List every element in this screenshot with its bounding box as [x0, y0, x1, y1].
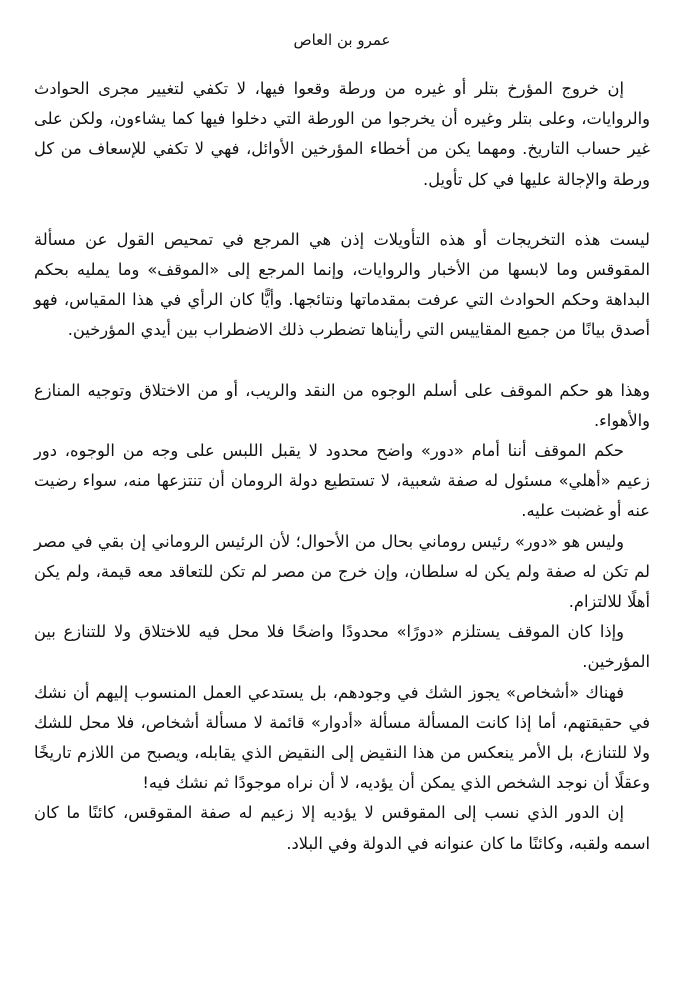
running-header-title: عمرو بن العاص — [293, 31, 391, 49]
paragraph-5: وليس هو «دور» رئيس روماني بحال من الأحوال؛ لأن الرئيس الروماني إن بقي في مصر لم تكن له صفة ولم يكن له سلطان، وإن خرج من مصر لم تكن للتعاقد معه قيمة، ولم يكن أهلًا للالتزام. — [34, 531, 650, 612]
paragraph-4: حكم الموقف أننا أمام «دور» واضح محدود لا يقبل اللبس على وجه من الوجوه، دور زعيم «أهلي» مسئول له صفة شعبية، لا تستطيع دولة الرومان أن تنتزعها منه، سواء رضيت عنه أو غضبت عليه. — [34, 441, 650, 521]
paragraph-8: إن الدور الذي نسب إلى المقوقس لا يؤديه إلا زعيم له صفة المقوقس، كائنًا ما كان اسمه ولقبه، وكائنًا ما كان عنوانه في الدولة وفي البلاد. — [34, 803, 650, 853]
paragraph-3: وهذا هو حكم الموقف على أسلم الوجوه من النقد والريب، أو من الاختلاق وتوجيه المنازع والأهواء. — [34, 380, 650, 430]
paragraph-7: فهناك «أشخاص» يجوز الشك في وجودهم، بل يستدعي العمل المنسوب إليهم أن نشك في حقيقتهم، أما إذا كانت المسألة مسألة «أدوار» قائمة لا مسألة أشخاص، فلا محل للشك ولا للتنازع، بل الأمر ينعكس من هذا النقيض إلى النقيض الذي يقابله، ويصبح من اللازم تاريخًا وعقلًا أن نوجد الشخص الذي يمكن أن يؤديه، لا أن نراه موجودًا ثم نشك فيه! — [34, 682, 650, 793]
body-text — [34, 74, 650, 859]
paragraph-1: إن خروج المؤرخ بتلر أو غيره من ورطة وقعوا فيها، لا تكفي لتغيير مجرى الحوادث والروايات، وعلى بتلر وغيره أن يخرجوا من الورطة التي دخلوا فيها كما يشاءون، ولكن على غير حساب التاريخ. ومهما يكن من أخطاء المؤرخين الأوائل، فهي لا تكفي للإسعاف من كل ورطة والإجالة عليها في كل تأويل. — [34, 79, 650, 189]
paragraph-2: ليست هذه التخريجات أو هذه التأويلات إذن هي المرجع في تمحيص القول عن مسألة المقوقس وما لابسها من الأخبار والروايات، وإنما المرجع إلى «الموقف» وما يمليه بحكم البداهة وحكم الحوادث التي عرفت بمقدماتها ونتائجها. وأيًّا كان الرأي في هذا المقياس، فهو أصدق بيانًا من جميع المقاييس التي رأيناها تضطرب ذلك الاضطراب بين أيدي المؤرخين. — [34, 229, 650, 340]
paragraph-6: وإذا كان الموقف يستلزم «دورًا» محدودًا واضحًا فلا محل فيه للاختلاق ولا للتنازع بين المؤرخين. — [34, 622, 650, 672]
